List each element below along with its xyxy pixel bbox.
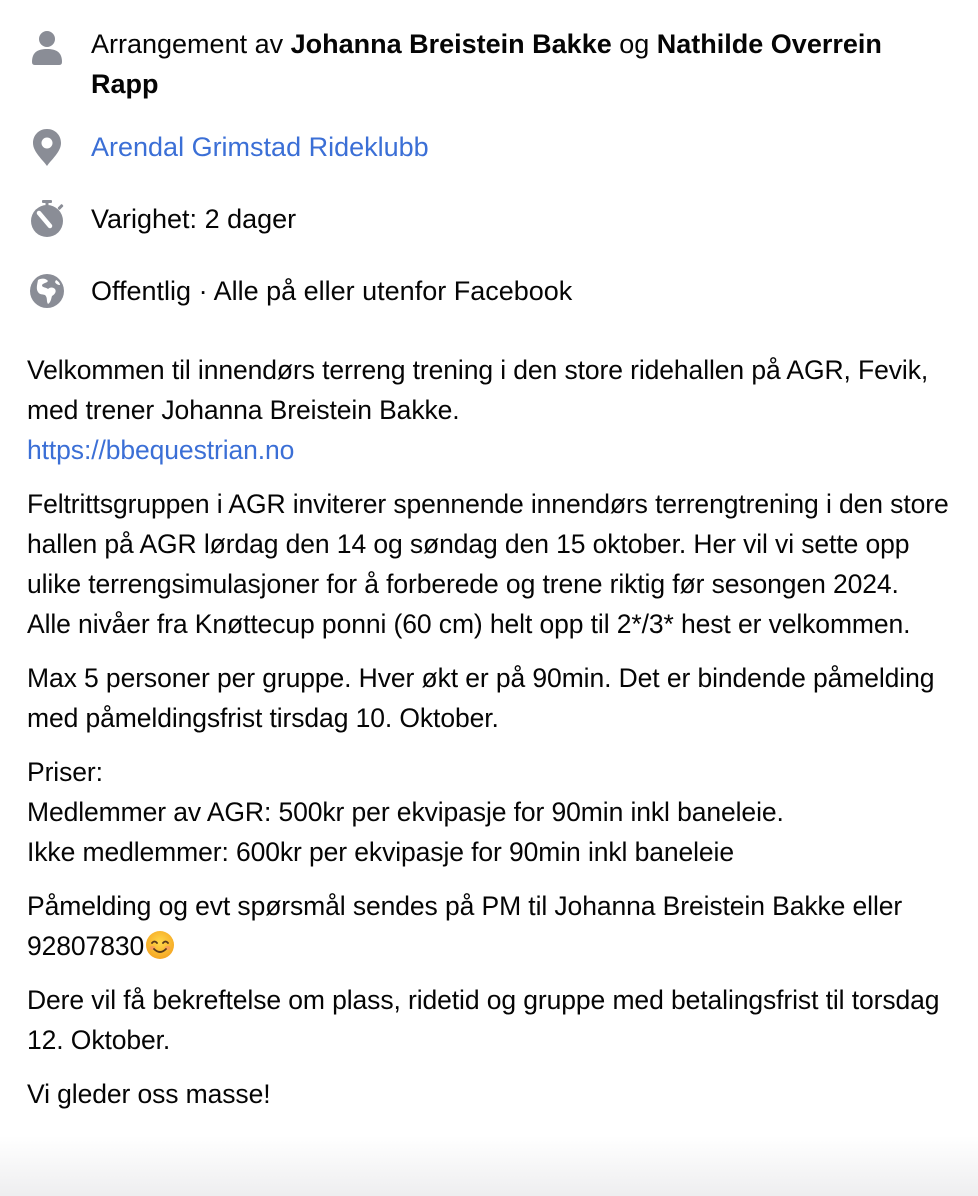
globe-icon: [26, 270, 68, 312]
description-paragraph-6: Dere vil få bekreftelse om plass, ridetid og gruppe med betalingsfrist til torsdag 12. Oktober.: [27, 985, 940, 1055]
prices-paragraph: Priser: Medlemmer av AGR: 500kr per ekvipasje for 90min inkl baneleie. Ikke medlemmer: 600kr per ekvipasje for 90min inkl baneleie: [27, 757, 784, 867]
location-pin-icon: [26, 126, 68, 168]
host-link-2[interactable]: Nathilde Overrein Rapp: [91, 29, 882, 99]
location-row: [0, 126, 978, 170]
description-paragraph-7: Vi gleder oss masse!: [27, 1079, 271, 1109]
event-description: [27, 350, 967, 1128]
host-link-1[interactable]: Johanna Breistein Bakke: [290, 29, 612, 59]
description-paragraph-5: Påmelding og evt spørsmål sendes på PM til Johanna Breistein Bakke eller 92807830: [27, 891, 903, 961]
person-icon: [26, 26, 68, 68]
description-paragraph-1: Velkommen til innendørs terreng trening i den store ridehallen på AGR, Fevik, med trener Johanna Breistein Bakke. https://bbequestrian.no: [27, 355, 929, 465]
website-link[interactable]: https://bbequestrian.no: [27, 435, 295, 465]
duration-text: Varighet: 2 dager: [91, 204, 297, 234]
duration-row: [0, 198, 978, 242]
description-paragraph-3: Max 5 personer per gruppe. Hver økt er på 90min. Det er bindende påmelding med påmeldingsfrist tirsdag 10. Oktober.: [27, 663, 935, 733]
organizer-row: [0, 22, 978, 102]
privacy-row: [0, 270, 978, 314]
stopwatch-icon: [26, 198, 68, 240]
smiling-face-emoji-icon: [144, 929, 176, 961]
location-link[interactable]: Arendal Grimstad Rideklubb: [91, 132, 429, 162]
privacy-text: Offentlig · Alle på eller utenfor Facebook: [91, 276, 573, 306]
organizer-text: Arrangement av Johanna Breistein Bakke og Nathilde Overrein Rapp: [91, 29, 882, 99]
description-paragraph-2: Feltrittsgruppen i AGR inviterer spennende innendørs terrengtrening i den store hallen på AGR lørdag den 14 og søndag den 15 oktober. Her vil vi sette opp ulike terrengsimulasjoner for å forberede og trene riktig før sesongen 2024. Alle nivåer fra Knøttecup ponni (60 cm) helt opp til 2*/3* hest er velkommen.: [27, 489, 949, 639]
bottom-fade-overlay: [0, 1136, 978, 1196]
